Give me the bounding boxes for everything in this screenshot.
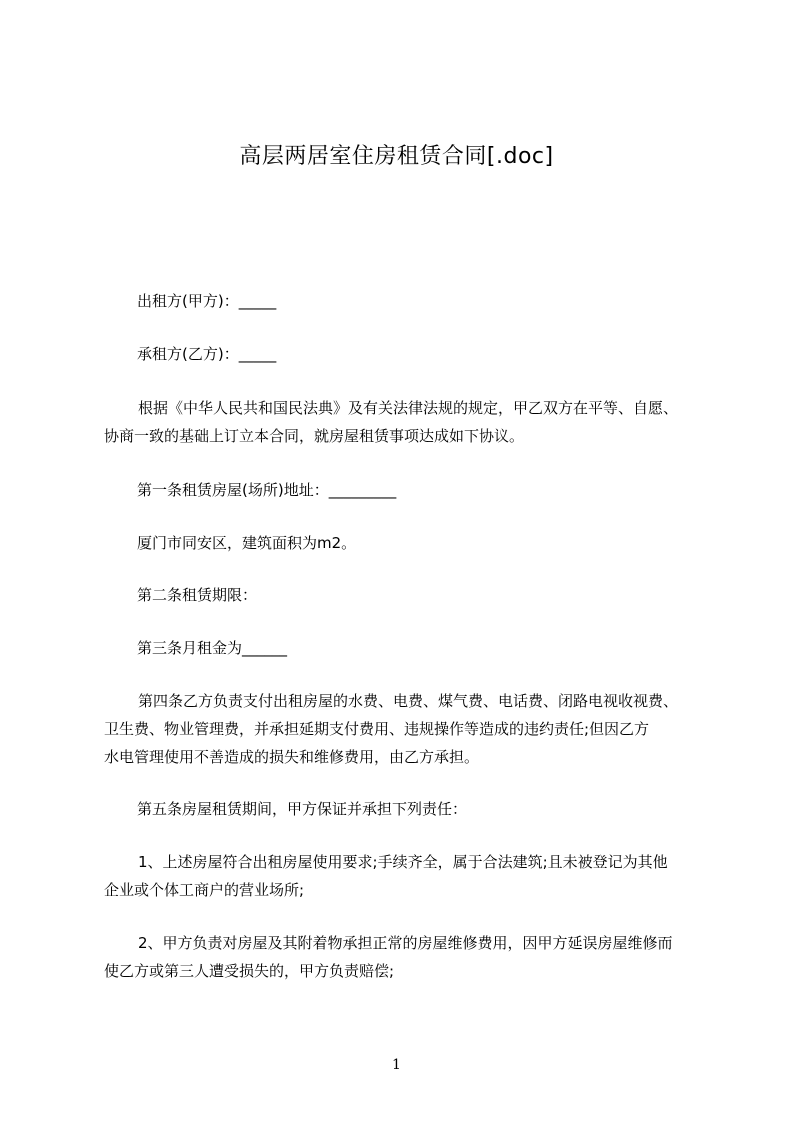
article3 <box>104 634 704 662</box>
article1-area-text: 厦门市同安区，建筑面积为m2。 <box>137 534 357 552</box>
article2-text: 第二条租赁期限： <box>137 586 258 604</box>
clause2-line-1: 2、甲方负责对房屋及其附着物承担正常的房屋维修费用，因甲方延误房屋维修而 <box>138 934 673 952</box>
article4-line-3: 水电管理使用不善造成的损失和维修费用，由乙方承担。 <box>104 748 480 766</box>
preamble-line-2: 协商一致的基础上订立本合同，就房屋租赁事项达成如下协议。 <box>104 427 525 445</box>
lessee-line <box>104 340 704 368</box>
article1-area <box>104 529 704 557</box>
document-title: 高层两居室住房租赁合同[.doc] <box>239 144 554 169</box>
preamble-line-1: 根据《中华人民共和国民法典》及有关法律法规的规定，甲乙双方在平等、自愿、 <box>138 399 679 417</box>
lessee-text: 承租方(乙方)：_____ <box>137 345 277 363</box>
article4-paragraph <box>104 687 704 771</box>
article1-address-text: 第一条租赁房屋(场所)地址：_________ <box>137 481 397 499</box>
article4-line-1: 第四条乙方负责支付出租房屋的水费、电费、煤气费、电话费、闭路电视收视费、 <box>138 692 679 710</box>
clause1-paragraph <box>104 848 704 904</box>
article5 <box>104 795 704 823</box>
lessor-line <box>104 287 704 315</box>
clause2-line-2: 使乙方或第三人遭受损失的，甲方负责赔偿; <box>104 962 395 980</box>
clause2-paragraph <box>104 929 704 985</box>
article4-line-2: 卫生费、物业管理费，并承担延期支付费用、违规操作等造成的违约责任;但因乙方 <box>104 720 650 738</box>
clause1-line-2: 企业或个体工商户的营业场所; <box>104 881 305 899</box>
clause1-line-1: 1、上述房屋符合出租房屋使用要求;手续齐全，属于合法建筑;且未被登记为其他 <box>138 853 668 871</box>
article2 <box>104 581 704 609</box>
lessor-text: 出租方(甲方)：_____ <box>137 292 277 310</box>
article3-text: 第三条月租金为______ <box>137 639 288 657</box>
preamble-paragraph <box>104 394 704 450</box>
page-number: 1 <box>392 1057 401 1073</box>
article1-address <box>104 476 704 504</box>
article5-text: 第五条房屋租赁期间，甲方保证并承担下列责任： <box>137 800 468 818</box>
